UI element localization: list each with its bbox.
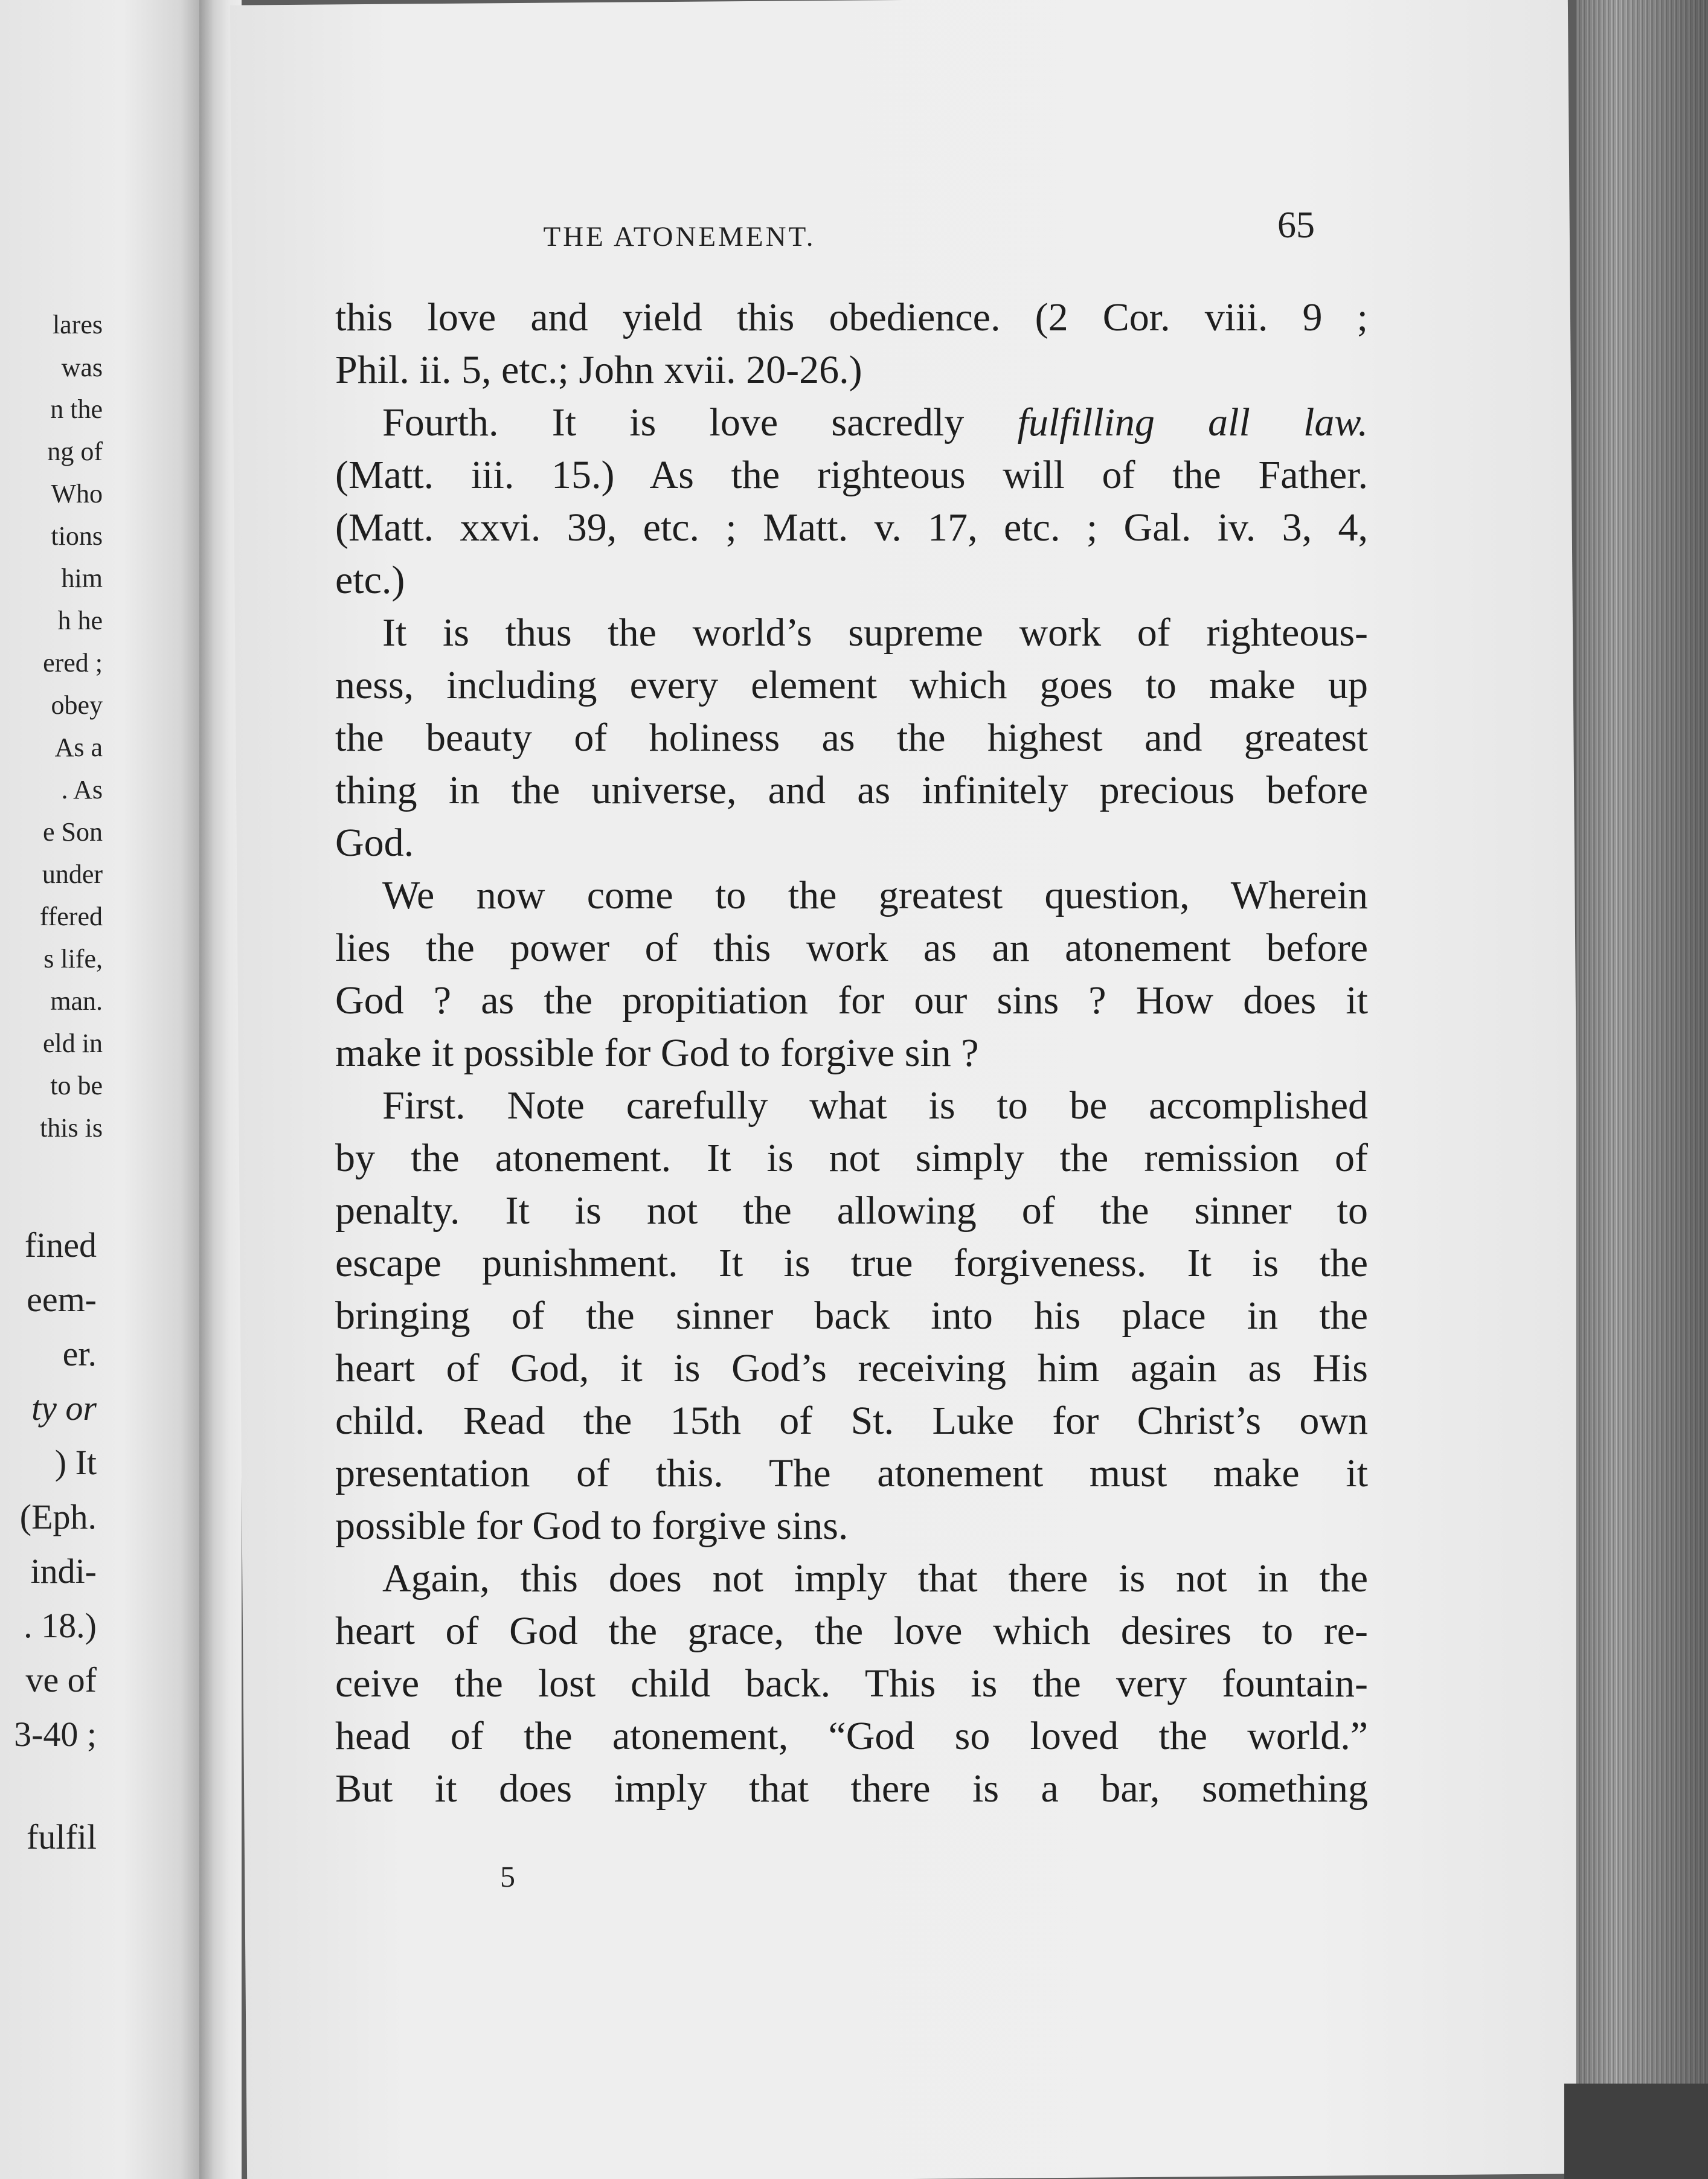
text-line: presentation of this. The atonement must make it [335, 1451, 1368, 1495]
text-line: child. Read the 15th of St. Luke for Christ’s own [335, 1399, 1368, 1443]
text-line: thing in the universe, and as infinitely precious before [335, 768, 1368, 812]
left-page-fragment: was [61, 353, 103, 382]
text-line: Phil. ii. 5, etc.; John xvii. 20-26.) [335, 348, 862, 392]
text-line: But it does imply that there is a bar, something [335, 1767, 1368, 1811]
left-page-fragment: As a [54, 733, 103, 762]
text-segment: Fourth. It is love sacredly [382, 400, 965, 444]
text-line: penalty. It is not the allowing of the sinner to [335, 1189, 1368, 1233]
running-head: THE ATONEMENT. [543, 221, 816, 252]
text-line: We now come to the greatest question, Wherein [382, 873, 1368, 917]
italic-phrase: fulfilling all law. [1017, 400, 1369, 444]
left-page-fragment: h he [57, 606, 103, 635]
left-page-fragment: . As [61, 775, 103, 804]
text-line: It is thus the world’s supreme work of righteous- [382, 611, 1368, 655]
text-line: bringing of the sinner back into his place in the [335, 1294, 1368, 1338]
background-corner [1564, 2084, 1708, 2179]
text-line: the beauty of holiness as the highest and greatest [335, 716, 1368, 760]
left-page-fragment: s life, [43, 944, 103, 974]
page-edge-shadow [1576, 0, 1708, 2179]
text-line: escape punishment. It is true forgiveness. It is the [335, 1241, 1368, 1285]
text-line: make it possible for God to forgive sin ? [335, 1031, 979, 1075]
signature-mark: 5 [500, 1860, 515, 1893]
text-line: by the atonement. It is not simply the remission of [335, 1136, 1368, 1180]
left-page-fragment: ered ; [43, 648, 103, 678]
page-number: 65 [1277, 205, 1315, 246]
left-page-fragment: fulfil [27, 1817, 97, 1856]
left-page-fragment: e Son [43, 817, 103, 847]
text-line: heart of God, it is God’s receiving him again as His [335, 1346, 1368, 1390]
text-line: God ? as the propitiation for our sins ? How does it [335, 978, 1368, 1022]
left-page-fragment: ) It [54, 1443, 97, 1482]
text-line [335, 396, 1368, 449]
left-page [0, 0, 205, 2179]
left-page-fragment: ve of [25, 1660, 97, 1699]
left-page-fragment: n the [50, 394, 103, 424]
left-page-fragment: this is [40, 1113, 103, 1143]
left-page-fragment: ty or [31, 1388, 97, 1428]
text-line: (Matt. xxvi. 39, etc. ; Matt. v. 17, etc. ; Gal. iv. 3, 4, [335, 505, 1368, 550]
left-page-fragment: 3-40 ; [14, 1715, 97, 1754]
text-line: God. [335, 821, 414, 865]
left-page-fragment: indi- [30, 1552, 97, 1591]
text-line: First. Note carefully what is to be accomplished [382, 1083, 1368, 1128]
left-page-fragment: . 18.) [24, 1606, 97, 1645]
text-line: ness, including every element which goes to make up [335, 663, 1368, 707]
left-page-fragment: fined [24, 1225, 97, 1265]
left-page-fragment: ffered [39, 902, 103, 931]
text-line: etc.) [335, 558, 405, 602]
text-line: possible for God to forgive sins. [335, 1504, 849, 1548]
left-page-fragment: (Eph. [19, 1497, 97, 1536]
left-page-fragment: tions [51, 521, 103, 551]
text-line: lies the power of this work as an atonement before [335, 926, 1368, 970]
page-body-text [335, 291, 1368, 1815]
left-page-fragment: er. [62, 1334, 97, 1373]
left-page-fragment: under [42, 859, 103, 889]
left-page-fragment: man. [50, 986, 103, 1016]
text-line: this love and yield this obedience. (2 Cor. viii. 9 ; [335, 295, 1368, 339]
left-page-fragment: eld in [43, 1029, 103, 1058]
text-line: heart of God the grace, the love which desires to re- [335, 1609, 1368, 1653]
left-page-fragment: Who [51, 479, 103, 509]
text-line: Again, this does not imply that there is not in the [382, 1556, 1368, 1600]
text-line: ceive the lost child back. This is the very fountain- [335, 1661, 1368, 1706]
text-line: head of the atonement, “God so loved the world.” [335, 1714, 1368, 1758]
left-page-fragment: ng of [47, 437, 103, 466]
left-page-fragment: lares [52, 310, 103, 339]
text-line: (Matt. iii. 15.) As the righteous will of the Father. [335, 453, 1368, 497]
left-page-fragment: eem- [27, 1280, 97, 1319]
left-page-fragment: him [61, 563, 103, 593]
left-page-fragment: to be [50, 1071, 103, 1100]
left-page-fragment: obey [51, 690, 103, 720]
